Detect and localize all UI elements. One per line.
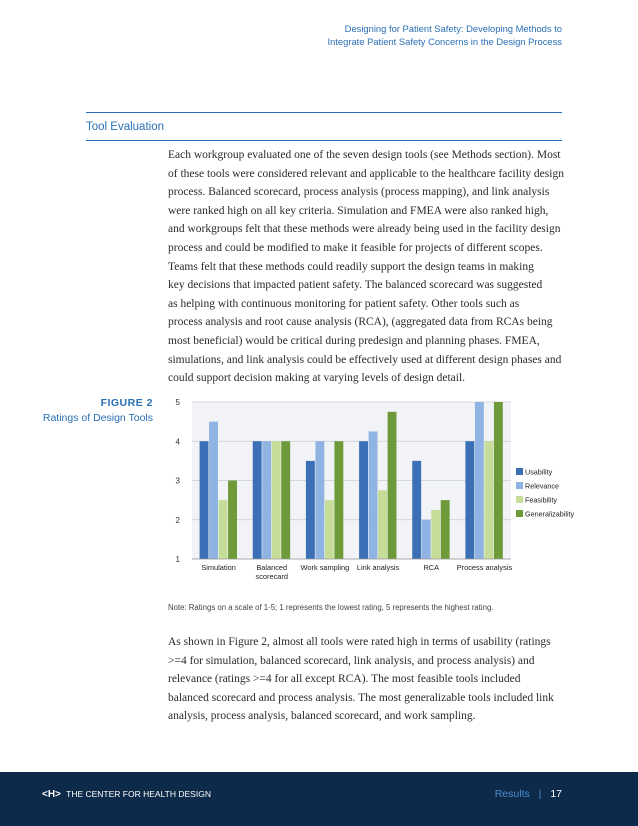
paragraph-line: analysis, process analysis, balanced scorecard, and work sampling.	[168, 710, 476, 723]
section-rule-bottom	[86, 140, 562, 141]
x-tick-label: Process analysis	[456, 563, 513, 572]
page-footer	[0, 772, 638, 826]
bar	[306, 461, 315, 559]
figure-number: FIGURE 2	[100, 397, 153, 409]
paragraph-line: process and could be modified to make it feasible for projects of different scopes.	[168, 241, 543, 254]
bar	[209, 422, 218, 559]
figure-caption: Ratings of Design Tools	[42, 412, 153, 424]
figure-label	[43, 396, 153, 426]
paragraph-line: process analysis and root cause analysis (RCA), (aggregated data from RCAs being	[168, 316, 553, 329]
footer-section: Results	[494, 788, 530, 800]
legend-label: Feasibility	[525, 495, 557, 505]
bar	[253, 441, 262, 559]
y-tick-label: 4	[175, 437, 180, 447]
paragraph-line: balanced scorecard and process analysis. The most generalizable tools included link	[168, 691, 554, 704]
figure-note: Note: Ratings on a scale of 1-5; 1 represents the lowest rating, 5 represents the highest rating.	[168, 603, 494, 612]
bar	[475, 402, 484, 559]
legend-swatch	[516, 468, 523, 475]
legend-label: Relevance	[525, 481, 559, 491]
bar	[359, 441, 368, 559]
paragraph-line: could support decision making at varying levels of design detail.	[168, 372, 466, 385]
bar	[325, 500, 334, 559]
legend-swatch	[516, 482, 523, 489]
logo-mark-icon: <H>	[42, 789, 61, 800]
legend-label: Generalizability	[525, 509, 575, 519]
bar	[422, 520, 431, 559]
running-header	[327, 23, 562, 48]
bar	[465, 441, 474, 559]
paragraph-line: of these tools were considered relevant and applicable to the healthcare facility design	[168, 167, 564, 180]
section-rule-top	[86, 112, 562, 113]
paragraph-line: Each workgroup evaluated one of the seven design tools (see Methods section). Most	[168, 149, 561, 161]
footer-page-info	[495, 788, 562, 800]
paragraph-line: As shown in Figure 2, almost all tools were rated high in terms of usability (ratings	[168, 636, 551, 648]
y-tick-label: 1	[175, 555, 180, 564]
paragraph-line: relevance (ratings >=4 for all except RCA). The most feasible tools included	[168, 673, 521, 686]
x-tick-label: RCA	[423, 563, 440, 572]
y-tick-label: 3	[175, 476, 180, 486]
paragraph-2	[168, 633, 568, 726]
y-tick-label: 2	[175, 515, 180, 525]
bar	[412, 461, 421, 559]
legend-swatch	[516, 496, 523, 503]
bar	[281, 441, 290, 559]
paragraph-line: Teams felt that these methods could readily support the design teams in making	[168, 260, 534, 273]
footer-separator: |	[538, 788, 542, 800]
bar	[441, 500, 450, 559]
bar	[315, 441, 324, 559]
bar	[200, 441, 209, 559]
paragraph-line: most beneficial) would be critical during predesign and planning phases. FMEA,	[168, 334, 540, 347]
bar	[494, 402, 503, 559]
bar	[431, 510, 440, 559]
ratings-bar-chart	[168, 392, 580, 592]
bar	[378, 490, 387, 559]
x-tick-label: Balanced	[256, 563, 288, 572]
center-for-health-design-logo	[42, 789, 211, 800]
bar	[388, 412, 397, 559]
paragraph-line: and workgroups felt that these methods were already being used in the facility design	[168, 223, 561, 236]
header-line-1: Designing for Patient Safety: Developing Methods to	[344, 23, 562, 34]
x-tick-label: Work sampling	[300, 563, 350, 572]
paragraph-line: were ranked high on all key criteria. Simulation and FMEA were also ranked high,	[168, 204, 549, 217]
paragraph-line: process. Balanced scorecard, process analysis (process mapping), and link analysis	[168, 186, 550, 199]
paragraph-1	[168, 146, 568, 388]
x-tick-label: scorecard	[255, 572, 288, 581]
paragraph-line: simulations, and link analysis could be effectively used at different design phases and	[168, 353, 562, 366]
header-line-2: Integrate Patient Safety Concerns in the Design Process	[327, 35, 562, 47]
bar	[334, 441, 343, 559]
page-number: 17	[550, 788, 562, 800]
bar	[484, 441, 493, 559]
bar	[369, 431, 378, 559]
bar	[272, 441, 281, 559]
legend-label: Usability	[525, 467, 553, 477]
y-tick-label: 5	[175, 398, 180, 407]
bar	[219, 500, 228, 559]
x-tick-label: Simulation	[201, 563, 236, 572]
paragraph-line: as helping with continuous monitoring for patient safety. Other tools such as	[168, 297, 520, 310]
bar	[262, 441, 271, 559]
paragraph-line: key decisions that impacted patient safety. The balanced scorecard was suggested	[168, 279, 543, 292]
bar	[228, 481, 237, 560]
logo-text: THE CENTER FOR HEALTH DESIGN	[66, 789, 211, 799]
section-title: Tool Evaluation	[86, 121, 164, 133]
x-tick-label: Link analysis	[356, 563, 400, 572]
legend-swatch	[516, 510, 523, 517]
paragraph-line: >=4 for simulation, balanced scorecard, link analysis, and process analysis) and	[168, 654, 535, 667]
